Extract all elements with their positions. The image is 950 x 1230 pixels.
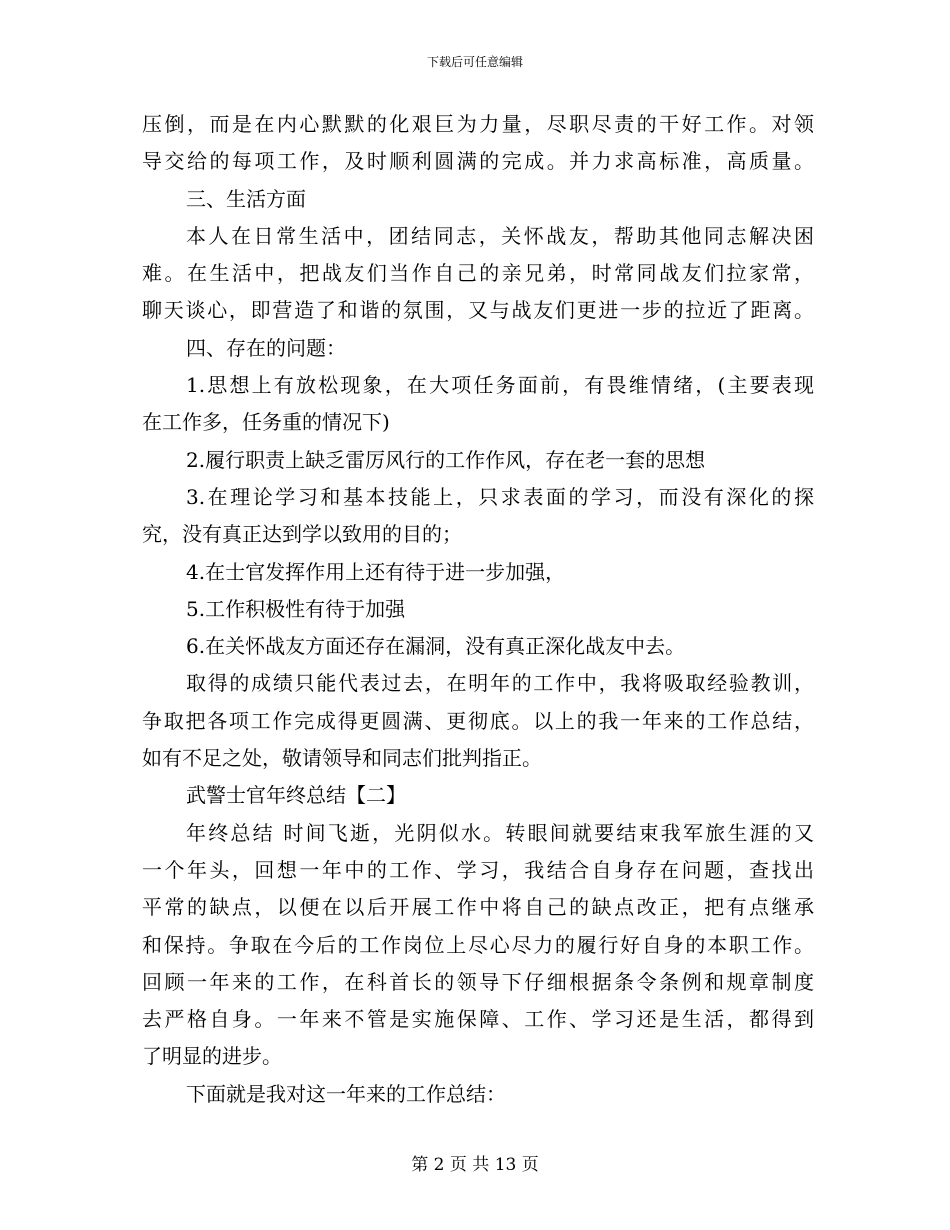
- text-line-26: 了明显的进步。: [142, 1044, 282, 1069]
- list-item-1-cont: 在工作多，任务重的情况下): [142, 410, 390, 435]
- text-line-25: 去严格自身。一年来不管是实施保障、工作、学习还是生活，都得到: [142, 1007, 814, 1032]
- text-line-23: 和保持。争取在今后的工作岗位上尽心尽力的履行好自身的本职工作。: [142, 932, 814, 957]
- list-item-6: 6.在关怀战友方面还存在漏洞，没有真正深化战友中去。: [186, 634, 686, 659]
- list-item-1: 1.思想上有放松现象，在大项任务面前，有畏维情绪，(主要表现: [186, 373, 814, 398]
- text-line-27: 下面就是我对这一年来的工作总结：: [186, 1081, 506, 1106]
- text-line-4: 本人在日常生活中，团结同志，关怀战友，帮助其他同志解决困: [186, 223, 814, 248]
- section-heading-life: 三、生活方面: [186, 186, 306, 211]
- page-number-footer: 第 2 页 共 13 页: [411, 1155, 539, 1175]
- text-line-20: 年终总结 时间飞逝，光阴似水。转眼间就要结束我军旅生涯的又: [186, 820, 814, 845]
- text-line-6: 聊天谈心，即营造了和谐的氛围，又与战友们更进一步的拉近了距离。: [142, 298, 814, 323]
- list-item-2: 2.履行职责上缺乏雷厉风行的工作作风，存在老一套的思想: [186, 447, 706, 472]
- page-header: 下载后可任意编辑: [426, 55, 523, 69]
- list-item-4: 4.在士官发挥作用上还有待于进一步加强，: [186, 559, 566, 584]
- document-body: [142, 106, 814, 1113]
- text-line-21: 一个年头，回想一年中的工作、学习，我结合自身存在问题，查找出: [142, 857, 814, 882]
- text-line-22: 平常的缺点，以便在以后开展工作中将自己的缺点改正，把有点继承: [142, 895, 814, 920]
- text-line-2: 导交给的每项工作，及时顺利圆满的完成。并力求高标准，高质量。: [142, 149, 814, 174]
- section-heading-problems: 四、存在的问题：: [186, 335, 346, 360]
- section-title-summary-2: 武警士官年终总结【二】: [186, 783, 406, 808]
- text-line-5: 难。在生活中，把战友们当作自己的亲兄弟，时常同战友们拉家常，: [142, 261, 814, 286]
- text-line-17: 争取把各项工作完成得更圆满、更彻底。以上的我一年来的工作总结，: [142, 708, 814, 733]
- text-line-24: 回顾一年来的工作，在科首长的领导下仔细根据条令条例和规章制度: [142, 969, 814, 994]
- text-line-16: 取得的成绩只能代表过去，在明年的工作中，我将吸取经验教训，: [186, 671, 814, 696]
- list-item-5: 5.工作积极性有待于加强: [186, 596, 406, 621]
- text-line-1: 压倒，而是在内心默默的化艰巨为力量，尽职尽责的干好工作。对领: [142, 112, 814, 136]
- list-item-3-cont: 究，没有真正达到学以致用的目的；: [142, 522, 462, 547]
- list-item-3: 3.在理论学习和基本技能上，只求表面的学习，而没有深化的探: [186, 484, 814, 509]
- text-line-18: 如有不足之处，敬请领导和同志们批判指正。: [142, 746, 542, 771]
